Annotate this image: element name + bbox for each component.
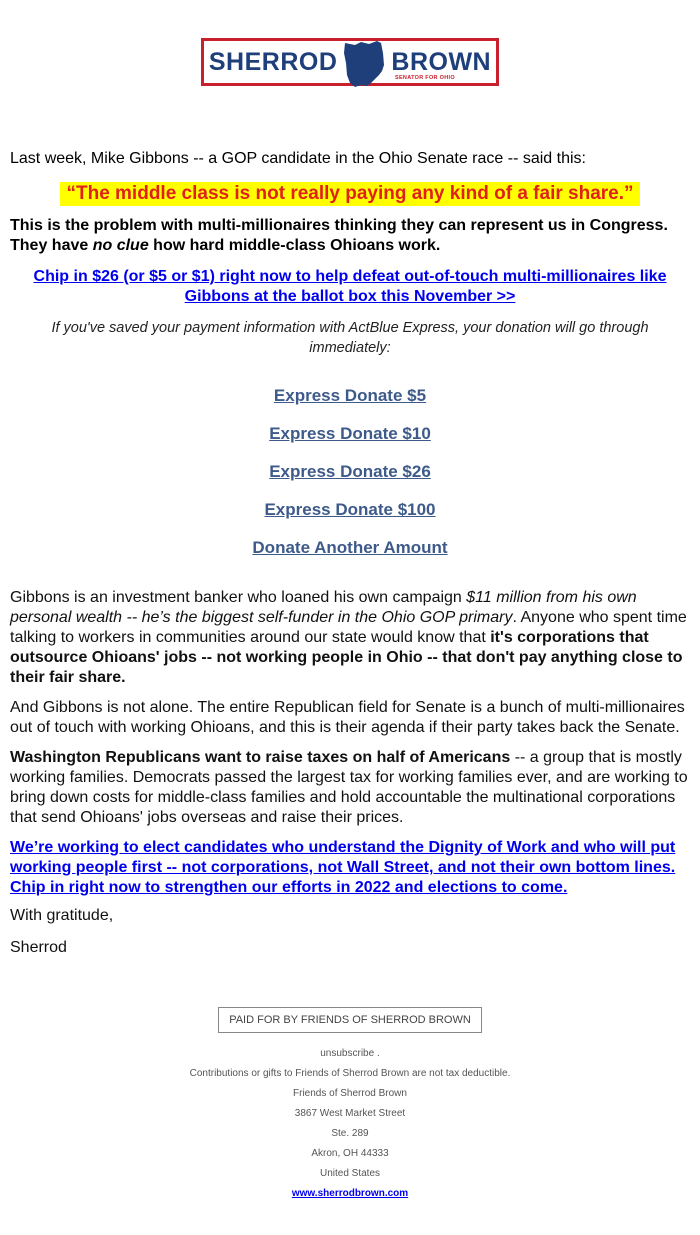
gibbons-text-b: $11 million from his own personal wealth -- he’s the biggest self-funder in the Ohio GOP primary: [10, 589, 637, 626]
gibbons-text-a: Gibbons is an investment banker who loaned his own campaign: [10, 589, 467, 606]
not-alone-paragraph: And Gibbons is not alone. The entire Republican field for Senate is a bunch of multi-millionaires out of touch with working Ohioans, and this is their agenda if their party takes back the Senate.: [10, 699, 685, 736]
problem-text-2: how hard middle-class Ohioans work.: [148, 237, 441, 254]
footer-city: Akron, OH 44333: [311, 1148, 389, 1159]
unsubscribe-link[interactable]: unsubscribe: [320, 1048, 375, 1059]
logo-container: [0, 38, 700, 86]
express-donate-5-button[interactable]: Express Donate $5: [273, 386, 427, 405]
footer-suite: Ste. 289: [331, 1128, 369, 1139]
logo-name-left: SHERROD: [208, 47, 338, 76]
logo-tagline: SENATOR FOR OHIO: [395, 75, 455, 81]
footer-website-line: [0, 1188, 700, 1199]
washington-rest: -- a group that is mostly working families. Democrats passed the largest tax for working families ever, and are working to bring down costs for middle-class families and hold accountable the multinational corporations that send Ohioans' jobs overseas and raise their prices.: [10, 749, 688, 826]
signoff: With gratitude,: [10, 907, 114, 924]
highlighted-quote: “The middle class is not really paying any kind of a fair share.”: [60, 182, 639, 206]
sherrod-brown-logo: [201, 38, 499, 86]
gibbons-text-d: it's corporations that outsource Ohioans' jobs -- not working people in Ohio -- that don't pay anything close to their fair share.: [10, 629, 683, 686]
signature: Sherrod: [10, 939, 67, 956]
problem-paragraph: [10, 216, 690, 256]
quote-block: [10, 182, 690, 206]
chip-in-paragraph: [10, 267, 690, 307]
footer-org: Friends of Sherrod Brown: [293, 1088, 407, 1099]
paid-for-disclaimer: PAID FOR BY FRIENDS OF SHERROD BROWN: [218, 1007, 482, 1033]
ohio-state-icon: [341, 39, 387, 89]
problem-text-1: This is the problem with multi-millionaires thinking they can represent us in Congress. They have: [10, 217, 668, 254]
gibbons-paragraph: [10, 588, 690, 688]
chip-in-link[interactable]: Chip in $26 (or $5 or $1) right now to help defeat out-of-touch multi-millionaires like Gibbons at the ballot box this November >>: [33, 268, 667, 305]
footer-country: United States: [319, 1168, 381, 1179]
dignity-of-work-link[interactable]: We’re working to elect candidates who understand the Dignity of Work and who will put working people first -- not corporations, not Wall Street, and not their own bottom lines. Chip in right now to strengthen our efforts in 2022 and elections to come.: [10, 839, 676, 896]
actblue-note: If you've saved your payment information with ActBlue Express, your donation will go through immediately:: [51, 320, 649, 356]
footer-street: 3867 West Market Street: [294, 1108, 406, 1119]
washington-bold: Washington Republicans want to raise taxes on half of Americans: [10, 749, 511, 766]
express-donate-100-button[interactable]: Express Donate $100: [264, 500, 436, 519]
logo-name-right: BROWN: [391, 47, 492, 76]
problem-italic: no clue: [92, 237, 149, 254]
express-donate-26-button[interactable]: Express Donate $26: [269, 462, 431, 481]
gibbons-text-c: . Anyone who spent time talking to workers in communities around our state would know that: [10, 609, 687, 646]
website-link[interactable]: www.sherrodbrown.com: [291, 1188, 409, 1199]
express-donate-10-button[interactable]: Express Donate $10: [269, 424, 431, 443]
dignity-paragraph: [10, 838, 690, 898]
unsubscribe-dot: .: [374, 1048, 380, 1059]
tax-disclaimer: Contributions or gifts to Friends of Sherrod Brown are not tax deductible.: [189, 1068, 511, 1079]
donate-another-amount-button[interactable]: Donate Another Amount: [252, 538, 448, 557]
unsubscribe-line: [0, 1048, 700, 1059]
intro-text: Last week, Mike Gibbons -- a GOP candidate in the Ohio Senate race -- said this:: [10, 150, 586, 167]
washington-paragraph: [10, 748, 690, 828]
